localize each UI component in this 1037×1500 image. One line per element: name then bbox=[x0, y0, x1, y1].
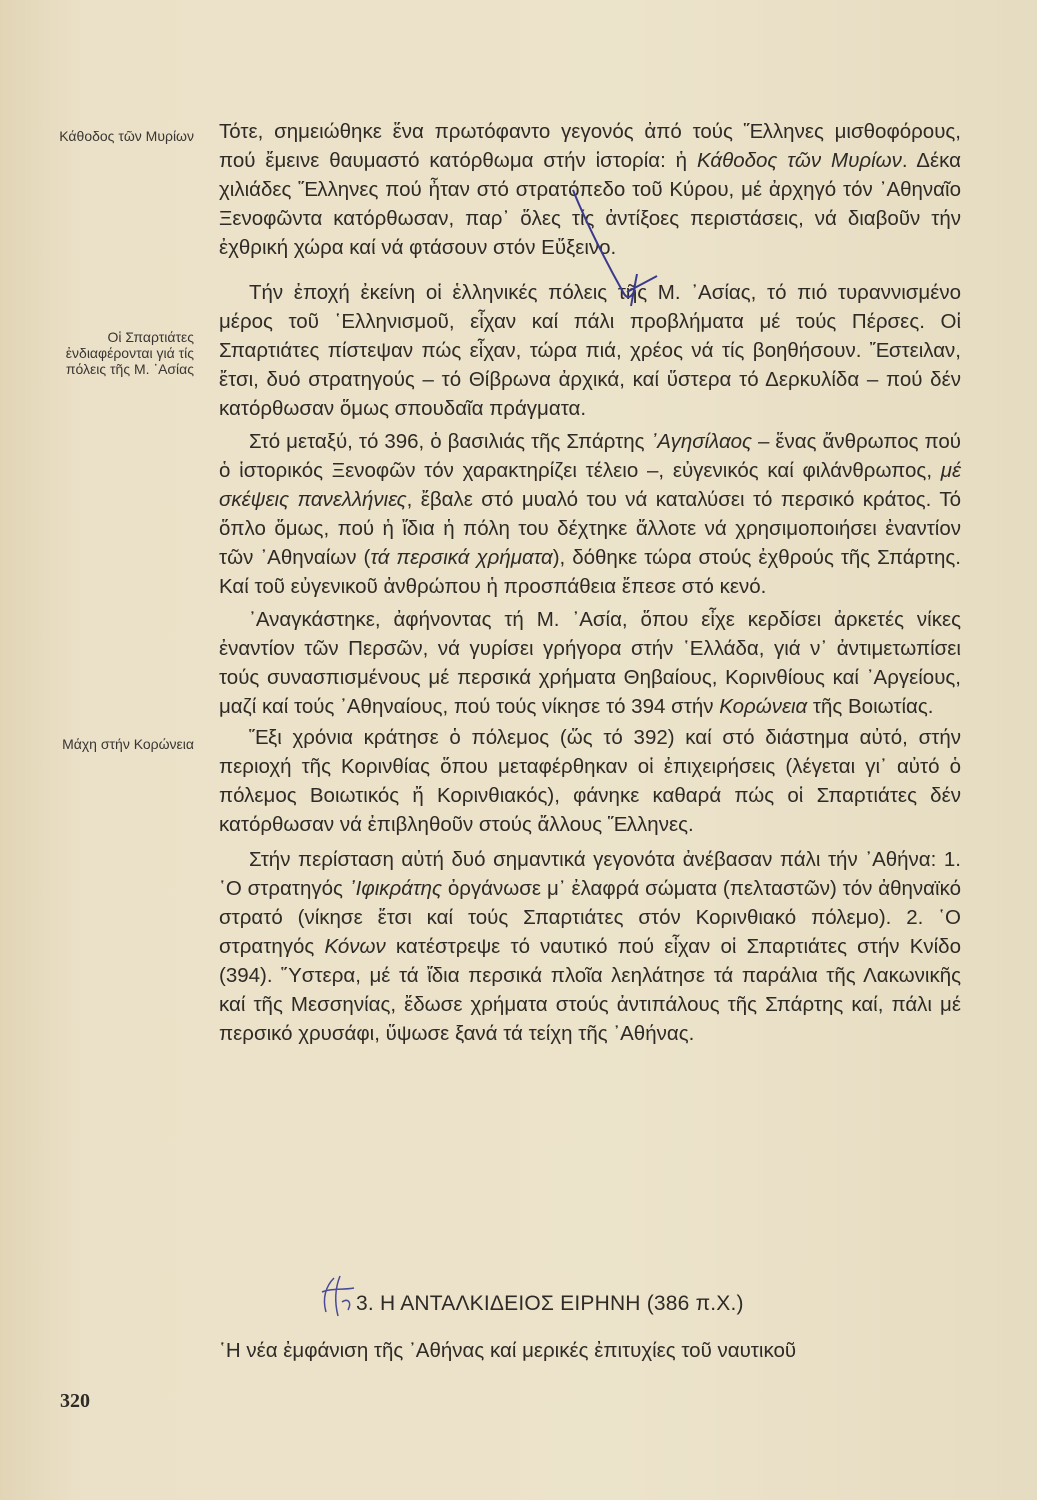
paragraph-start: ῾Η νέα ἐμφάνιση τῆς ᾿Αθήνας καί μερικές ἐπιτυχίες τοῦ ναυτικοῦ bbox=[219, 1339, 797, 1362]
sidenote-koroneia: Μάχη στήν Κορώνεια bbox=[62, 736, 194, 752]
page-number: 320 bbox=[60, 1390, 90, 1412]
section-heading: 3. Η ΑΝΤΑΛΚΙΔΕΙΟΣ ΕΙΡΗΝΗ (386 π.Χ.) bbox=[356, 1292, 744, 1315]
pen-stroke-mark bbox=[565, 180, 665, 310]
main-text-bottom bbox=[219, 1336, 961, 1365]
paragraph: Τότε, σημειώθηκε ἕνα πρωτόφαντο γεγονός ἀπό τούς Ἕλληνες μισθοφόρους, πού ἔμεινε θαυμαστό κατόρθωμα στήν ἱστορία: ἡ Κάθοδος τῶν Μυρίων. Δέκα χιλιάδες Ἕλληνες πού ἦταν στό στρατόπεδο τοῦ Κύρου, μέ ἀρχηγό τόν ᾿Αθηναῖο Ξενοφῶντα κατόρθωσαν, παρ᾿ ὅλες τίς ἀντίξοες περιστάσεις, νά διαβοῦν τήν ἐχθρική χώρα καί νά φτάσουν στόν Εὔξεινο. bbox=[219, 120, 961, 259]
paragraph: Τήν ἐποχή ἐκείνη οἱ ἑλληνικές πόλεις τῆς Μ. ᾿Ασίας, τό πιό τυραννισμένο μέρος τοῦ ῾Ελληνισμοῦ, εἶχαν καί πάλι προβλήματα μέ τούς Πέρσες. Οἱ Σπαρτιάτες πίστεψαν πώς εἶχαν, τώρα πιά, χρέος νά τίς βοηθήσουν. Ἔστειλαν, ἔτσι, δυό στρατηγούς – τό Θίβρωνα ἀρχικά, καί ὕστερα τό Δερκυλίδα – πού δέν κατόρθωσαν ὅμως σπουδαῖα πράγματα. bbox=[219, 281, 961, 420]
paragraph: Στό μεταξύ, τό 396, ὁ βασιλιάς τῆς Σπάρτης ᾿Αγησίλαος – ἕνας ἄνθρωπος πού ὁ ἱστορικός Ξενοφῶν τόν χαρακτηρίζει τέλειο –, εὐγενικός καί φιλάνθρωπος, μέ σκέψεις πανελλήνιες, ἔβαλε στό μυαλό του νά καταλύσει τό περσικό κράτος. Τό ὅπλο ὅμως, πού ἡ ἴδια ἡ πόλη του δέχτηκε ἄλλοτε νά χρησιμοποιήσει ἐναντίον τῶν ᾿Αθηναίων (τά περσικά χρήματα), δόθηκε τώρα στούς ἐχθρούς τῆς Σπάρτης. Καί τοῦ εὐγενικοῦ ἀνθρώπου ἡ προσπάθεια ἔπεσε στό κενό. bbox=[219, 430, 962, 598]
paragraph: Στήν περίσταση αὐτή δυό σημαντικά γεγονότα ἀνέβασαν πάλι τήν ᾿Αθήνα: 1. ῾Ο στρατηγός ᾿Ιφικράτης ὀργάνωσε μ᾿ ἐλαφρά σώματα (πελταστῶν) τόν ἀθηναϊκό στρατό (νίκησε ἔτσι καί τούς Σπαρτιάτες στόν Κορινθιακό πόλεμο). 2. ῾Ο στρατηγός Κόνων κατέστρεψε τό ναυτικό πού εἶχαν οἱ Σπαρτιάτες στήν Κνίδο (394). Ὕστερα, μέ τά ἴδια περσικά πλοῖα λεηλάτησε τά παράλια τῆς Λακωνικῆς καί τῆς Μεσσηνίας, ἔδωσε χρήματα στούς ἀντιπάλους τῆς Σπάρτης καί, πάλι μέ περσικό χρυσάφι, ὕψωσε ξανά τά τείχη τῆς ᾿Αθήνας. bbox=[219, 848, 961, 1045]
paragraph: ᾿Αναγκάστηκε, ἀφήνοντας τή Μ. ᾿Ασία, ὅπου εἶχε κερδίσει ἀρκετές νίκες ἐναντίον τῶν Περσῶν, νά γυρίσει γρήγορα στήν ῾Ελλάδα, γιά ν᾿ ἀντιμετωπίσει τούς συνασπισμένους μέ περσικά χρήματα Θηβαίους, Κορινθίους καί ᾿Αργείους, μαζί καί τούς ᾿Αθηναίους, πού τούς νίκησε τό 394 στήν Κορώνεια τῆς Βοιωτίας. bbox=[219, 608, 961, 718]
pen-scribble-mark bbox=[312, 1272, 362, 1322]
sidenote-kathodos: Κάθοδος τῶν Μυρίων bbox=[59, 128, 194, 144]
paragraph: Ἕξι χρόνια κράτησε ὁ πόλεμος (ὥς τό 392) καί στό διάστημα αὐτό, στήν περιοχή τῆς Κορινθίας ὅπου μεταφέρθηκαν οἱ ἐπιχειρήσεις (λέγεται γι᾿ αὐτό ὁ πόλεμος Βοιωτικός ἤ Κορινθιακός), φάνηκε καθαρά πώς οἱ Σπαρτιάτες δέν κατόρθωσαν νά ἐπιβληθοῦν στούς ἄλλους Ἕλληνες. bbox=[219, 726, 961, 836]
sidenote-spartiates: Οἱ Σπαρτιάτες ἐνδιαφέρονται γιά τίς πόλεις τῆς Μ. ᾿Ασίας bbox=[65, 329, 194, 377]
